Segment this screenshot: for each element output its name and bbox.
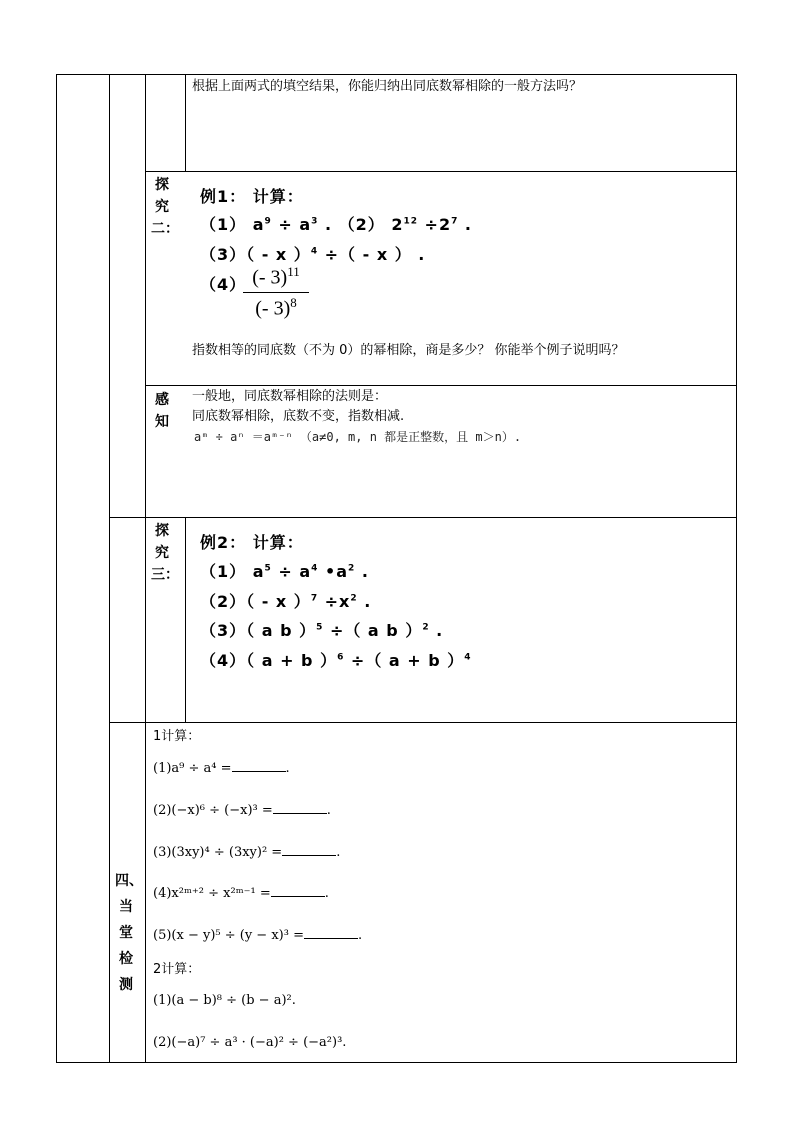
check-problem-2: (2)(−a)⁷ ÷ a³ · (−a)² ÷ (−a²)³. bbox=[153, 1035, 347, 1050]
example1-line2: （3）（ - x ）$^4$ ÷（ - x ） . bbox=[200, 245, 426, 264]
check-question-5: (5)(x − y)⁵ ÷ (y − x)³ = . bbox=[153, 928, 363, 943]
check-title-2: 2计算： bbox=[153, 962, 201, 977]
perceive-label-char: 知 bbox=[155, 414, 169, 430]
example2-line2: （2）（ - x ）$^7 \div x^2$ . bbox=[200, 592, 372, 611]
check-problem-1: (1)(a − b)⁸ ÷ (b − a)². bbox=[153, 993, 296, 1008]
check-label-char: 堂 bbox=[119, 925, 133, 941]
check-question-4: (4)x²ᵐ⁺² ÷ x²ᵐ⁻¹ = . bbox=[153, 886, 329, 901]
example2-title: 例2： 计算： bbox=[200, 533, 304, 552]
check-question-2: (2)(−x)⁶ ÷ (−x)³ = . bbox=[153, 803, 331, 818]
example2-line4: （4）（ a + b ）$^6$ ÷（ a + b ）$^4$ bbox=[200, 651, 472, 670]
check-label-char: 当 bbox=[119, 899, 133, 915]
check-title-1: 1计算： bbox=[153, 729, 201, 744]
col-divider-2 bbox=[145, 74, 146, 1063]
col-divider-3a bbox=[185, 74, 186, 171]
perceive-line1: 一般地，同底数幂相除的法则是： bbox=[192, 389, 388, 404]
check-question-1: (1)a⁹ ÷ a⁴ = . bbox=[153, 761, 290, 776]
fraction-denominator: (- 3)$^8$ bbox=[255, 294, 297, 320]
fraction-numerator: (- 3)$^{11}$ bbox=[252, 264, 300, 289]
table-border-top bbox=[56, 74, 737, 75]
explore2-question: 指数相等的同底数（不为 0）的幂相除，商是多少？ 你能举个例子说明吗？ bbox=[192, 343, 625, 358]
table-border-left bbox=[56, 74, 57, 1063]
check-label-char: 检 bbox=[119, 951, 133, 967]
row-divider-1 bbox=[145, 171, 737, 172]
col-divider-1 bbox=[109, 74, 110, 1063]
explore2-label-char: 究 bbox=[155, 199, 169, 215]
col-divider-3b bbox=[185, 517, 186, 722]
table-border-bottom bbox=[56, 1062, 737, 1063]
perceive-rule: aᵐ ÷ aⁿ ＝aᵐ⁻ⁿ （a≠0, m, n 都是正整数，且 m＞n）. bbox=[194, 430, 522, 444]
explore3-label-char: 三： bbox=[151, 567, 179, 583]
example2-line3: （3）（ a b ）$^5$ ÷（ a b ）$^2$ . bbox=[200, 621, 444, 640]
check-label-char: 四、 bbox=[115, 873, 143, 889]
fraction-bar bbox=[243, 292, 309, 293]
perceive-line2: 同底数幂相除，底数不变，指数相减. bbox=[192, 409, 405, 424]
example1-line1: （1） $a^9 \div a^3$ . （2） $2^{12} \div 2^7$ . bbox=[200, 215, 473, 234]
perceive-label bbox=[151, 389, 173, 433]
row-divider-2 bbox=[145, 385, 737, 386]
example1-line4-label: （4） bbox=[200, 275, 247, 294]
explore3-label-char: 究 bbox=[155, 545, 169, 561]
explore3-label bbox=[151, 520, 179, 586]
example2-line1: （1） $a^5 \div a^4$ $•a^2$ . bbox=[200, 562, 369, 581]
example1-fraction bbox=[243, 264, 309, 320]
check-question-3: (3)(3xy)⁴ ÷ (3xy)² = . bbox=[153, 845, 341, 860]
row-divider-4 bbox=[109, 722, 737, 723]
example1-title: 例1： 计算： bbox=[200, 187, 304, 206]
intro-question: 根据上面两式的填空结果，你能归纳出同底数幂相除的一般方法吗？ bbox=[192, 79, 583, 94]
perceive-label-char: 感 bbox=[155, 392, 169, 408]
row-divider-3 bbox=[109, 517, 737, 518]
check-label bbox=[115, 868, 143, 998]
explore2-label-char: 探 bbox=[155, 177, 169, 193]
table-border-right bbox=[736, 74, 737, 1063]
explore2-label-char: 二： bbox=[151, 221, 179, 237]
explore2-label bbox=[151, 174, 179, 240]
check-label-char: 测 bbox=[119, 977, 133, 993]
explore3-label-char: 探 bbox=[155, 523, 169, 539]
